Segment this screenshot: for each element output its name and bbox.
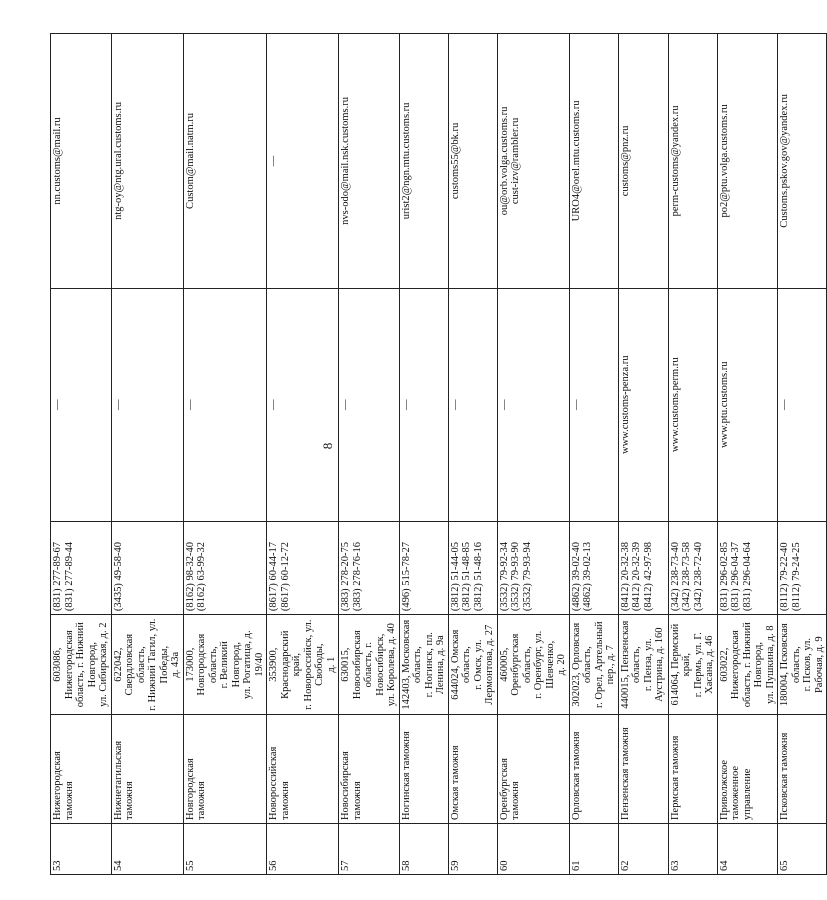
office-website: www.customs-penza.ru: [618, 288, 668, 521]
phone-number: (3532) 79-93-94: [521, 541, 533, 612]
phone-number: (8162) 98-32-40: [184, 541, 196, 612]
address-line: область, г. Нижний Новгород,: [75, 622, 98, 708]
row-number: 54: [111, 824, 183, 875]
address-line: область, г. Новосибирск,: [363, 633, 386, 696]
address-line: 460005, Оренбургская область,: [498, 633, 533, 696]
office-phones: [717, 521, 778, 614]
table-row: [51, 34, 112, 875]
email-address: cust-izv@rambler.ru: [510, 117, 521, 205]
email-address: ou@orb.volga.customs.ru: [498, 106, 510, 216]
office-phones: [183, 521, 267, 614]
phone-number: (3812) 51-48-16: [472, 541, 484, 612]
phone-number: (8617) 60-12-72: [279, 541, 291, 612]
row-number: 59: [448, 824, 497, 875]
phone-number: (496) 515-78-27: [400, 541, 412, 612]
office-name: Приволжское таможенное управление: [717, 715, 778, 824]
table-row: [448, 34, 497, 875]
office-email: [111, 34, 183, 289]
rotated-table-wrapper: [50, 33, 825, 875]
office-name: Пензенская таможня: [618, 715, 668, 824]
table-row: [618, 34, 668, 875]
address-line: 173000, Новгородская область,: [184, 633, 219, 696]
table-row: [339, 34, 400, 875]
address-line: 302023, Орловская область,: [570, 622, 593, 707]
office-address: [497, 615, 569, 715]
row-number: 63: [668, 824, 717, 875]
office-website: —: [339, 288, 400, 521]
office-website: —: [448, 288, 497, 521]
office-website: —: [267, 288, 339, 521]
phone-number: (3532) 79-92-34: [498, 541, 510, 612]
email-address: customs@pnz.ru: [619, 125, 631, 197]
address-line: ул. Пушкина, д. 8: [764, 625, 776, 704]
office-email: [778, 34, 827, 289]
office-address: [448, 615, 497, 715]
address-line: г. Оренбург, ул. Шевченко,: [533, 630, 556, 699]
office-website: —: [51, 288, 112, 521]
row-number: 64: [717, 824, 778, 875]
phone-number: (831) 277-89-44: [63, 541, 75, 612]
phone-number: (8412) 42-97-98: [642, 541, 654, 612]
address-line: 180004, Псковская область,: [779, 623, 802, 707]
phone-number: (342) 238-73-58: [681, 541, 692, 612]
office-email: [448, 34, 497, 289]
office-phones: [111, 521, 183, 614]
office-name: Омская таможня: [448, 715, 497, 824]
phone-number: (8112) 79-24-25: [790, 542, 802, 612]
office-name: Нижнетагильская таможня: [111, 715, 183, 824]
email-address: perm-customs@yandex.ru: [669, 105, 681, 217]
phone-number: (383) 278-20-75: [340, 541, 351, 612]
office-name: Новосибирская таможня: [339, 715, 400, 824]
email-address: ntg-oy@ntg.ural.customs.ru: [112, 102, 124, 220]
office-email: [399, 34, 448, 289]
table-row: [267, 34, 339, 875]
office-website: www.ptu.customs.ru: [717, 288, 778, 521]
office-phones: [668, 521, 717, 614]
office-website: www.customs.perm.ru: [668, 288, 717, 521]
office-website: —: [778, 288, 827, 521]
address-line: г. Орел, Артельный пер., д. 7: [593, 621, 616, 708]
office-website: —: [569, 288, 618, 521]
phone-number: (4862) 39-02-13: [582, 541, 593, 612]
table-row: [183, 34, 267, 875]
address-line: 614064, Пермский край,: [669, 623, 692, 706]
email-address: customs55@bk.ru: [449, 122, 461, 200]
office-address: [267, 615, 339, 715]
address-line: г. Ногинск, пл. Ленина, д. 9а: [423, 632, 446, 698]
table-row: [497, 34, 569, 875]
email-address: —: [268, 155, 279, 167]
row-number: 62: [618, 824, 668, 875]
customs-offices-table: [50, 33, 827, 875]
row-number: 58: [399, 824, 448, 875]
office-name: Новороссийская таможня: [267, 715, 339, 824]
office-phones: [569, 521, 618, 614]
office-name: Ногинская таможня: [399, 715, 448, 824]
phone-number: (3812) 51-48-85: [461, 541, 472, 612]
office-email: [668, 34, 717, 289]
address-line: г. Новороссийск, ул. Свободы,: [302, 619, 325, 710]
phone-number: (831) 296-02-85: [718, 541, 730, 612]
office-email: [717, 34, 778, 289]
phone-number: (383) 278-76-16: [351, 541, 363, 612]
office-email: [618, 34, 668, 289]
table-row: [717, 34, 778, 875]
email-address: Customs.pskov.gov@yandex.ru: [779, 94, 790, 228]
office-phones: [267, 521, 339, 614]
office-phones: [448, 521, 497, 614]
office-address: [399, 615, 448, 715]
office-phones: [497, 521, 569, 614]
phone-number: (8112) 79-22-40: [779, 542, 790, 612]
phone-number: (8412) 20-32-38: [619, 541, 631, 612]
table-row: [399, 34, 448, 875]
office-name: Оренбургская таможня: [497, 715, 569, 824]
page-number: 8: [320, 442, 335, 450]
office-email: [339, 34, 400, 289]
email-address: URO4@orel.mtu.customs.ru: [570, 100, 582, 222]
office-name: Нижегородская таможня: [51, 715, 112, 824]
table-body: [51, 34, 827, 875]
address-line: д. 43а: [170, 651, 181, 678]
office-address: [668, 615, 717, 715]
office-email: [183, 34, 267, 289]
address-line: г. Пермь, ул. Г. Хасана, д. 46: [692, 632, 715, 698]
office-email: [51, 34, 112, 289]
office-address: [339, 615, 400, 715]
office-email: [497, 34, 569, 289]
address-line: ул. Рогатица, д. 19/40: [242, 630, 265, 699]
row-number: 57: [339, 824, 400, 875]
address-line: 440015, Пензенская область,: [619, 620, 642, 709]
office-address: [51, 615, 112, 715]
office-name: Псковская таможня: [778, 715, 827, 824]
office-phones: [399, 521, 448, 614]
table-row: [111, 34, 183, 875]
phone-number: (3812) 51-44-05: [449, 541, 461, 612]
address-line: д. 1: [325, 656, 337, 673]
office-email: [569, 34, 618, 289]
address-line: г. Псков, ул. Рабочая, д. 9: [802, 636, 825, 694]
address-line: 644024, Омская область,: [449, 629, 472, 700]
address-line: ул. Сибирская, д. 2: [98, 622, 109, 707]
office-phones: [339, 521, 400, 614]
office-phones: [618, 521, 668, 614]
phone-number: (8617) 60-44-17: [268, 541, 279, 612]
address-line: 603086, Нижегородская: [52, 630, 75, 700]
office-website: —: [183, 288, 267, 521]
office-website: —: [497, 288, 569, 521]
table-row: [569, 34, 618, 875]
row-number: 60: [497, 824, 569, 875]
row-number: 55: [183, 824, 267, 875]
email-address: urist2@ngn.mtu.customs.ru: [400, 102, 412, 220]
address-line: г. Великий Новгород,: [219, 641, 242, 689]
office-name: Новгородская таможня: [183, 715, 267, 824]
office-name: Пермская таможня: [668, 715, 717, 824]
address-line: 603022, Нижегородская: [718, 630, 741, 700]
office-address: [618, 615, 668, 715]
office-address: [183, 615, 267, 715]
phone-number: (342) 238-72-40: [692, 541, 704, 612]
email-address: nn.customs@mail.ru: [52, 117, 63, 205]
row-number: 56: [267, 824, 339, 875]
phone-number: (342) 238-73-40: [669, 541, 681, 612]
office-phones: [778, 521, 827, 614]
office-address: [778, 615, 827, 715]
office-name: Орловская таможня: [569, 715, 618, 824]
row-number: 61: [569, 824, 618, 875]
phone-number: (831) 296-04-64: [741, 541, 753, 612]
address-line: область, г. Нижний Новгород,: [741, 622, 764, 708]
phone-number: (8412) 20-32-39: [631, 541, 642, 612]
address-line: г. Нижний Тагил, ул. Победы,: [147, 618, 170, 711]
office-website: —: [399, 288, 448, 521]
row-number: 65: [778, 824, 827, 875]
address-line: г. Пенза, ул. Аустрина, д. 160: [642, 627, 665, 702]
address-line: 353900, Краснодарский край,: [268, 630, 302, 699]
address-line: г. Омск, ул. Лермонтова, д. 27: [472, 624, 495, 705]
address-line: ул. Королева, д. 40: [386, 623, 397, 707]
email-address: nvs-odo@mail.nsk.customs.ru: [340, 97, 351, 225]
office-phones: [51, 521, 112, 614]
phone-number: (4862) 39-02-40: [570, 541, 582, 612]
phone-number: (3532) 79-93-90: [510, 541, 521, 612]
phone-number: (3435) 49-58-40: [112, 541, 124, 612]
office-address: [111, 615, 183, 715]
row-number: 53: [51, 824, 112, 875]
phone-number: (831) 277-89-67: [52, 541, 63, 612]
address-line: 622042, Свердловская область,: [112, 633, 147, 696]
phone-number: (831) 296-04-37: [730, 541, 741, 612]
email-address: po2@ptu.volga.customs.ru: [718, 104, 730, 218]
table-row: [668, 34, 717, 875]
office-address: [717, 615, 778, 715]
address-line: 630015, Новосибирская: [340, 630, 363, 700]
email-address: Custom@mail.natm.ru: [184, 112, 196, 209]
office-email: [267, 34, 339, 289]
office-website: —: [111, 288, 183, 521]
phone-number: (8162) 63-99-32: [196, 541, 207, 612]
address-line: д. 20: [556, 654, 567, 676]
address-line: 142403, Московская область,: [400, 619, 423, 710]
office-address: [569, 615, 618, 715]
table-row: [778, 34, 827, 875]
